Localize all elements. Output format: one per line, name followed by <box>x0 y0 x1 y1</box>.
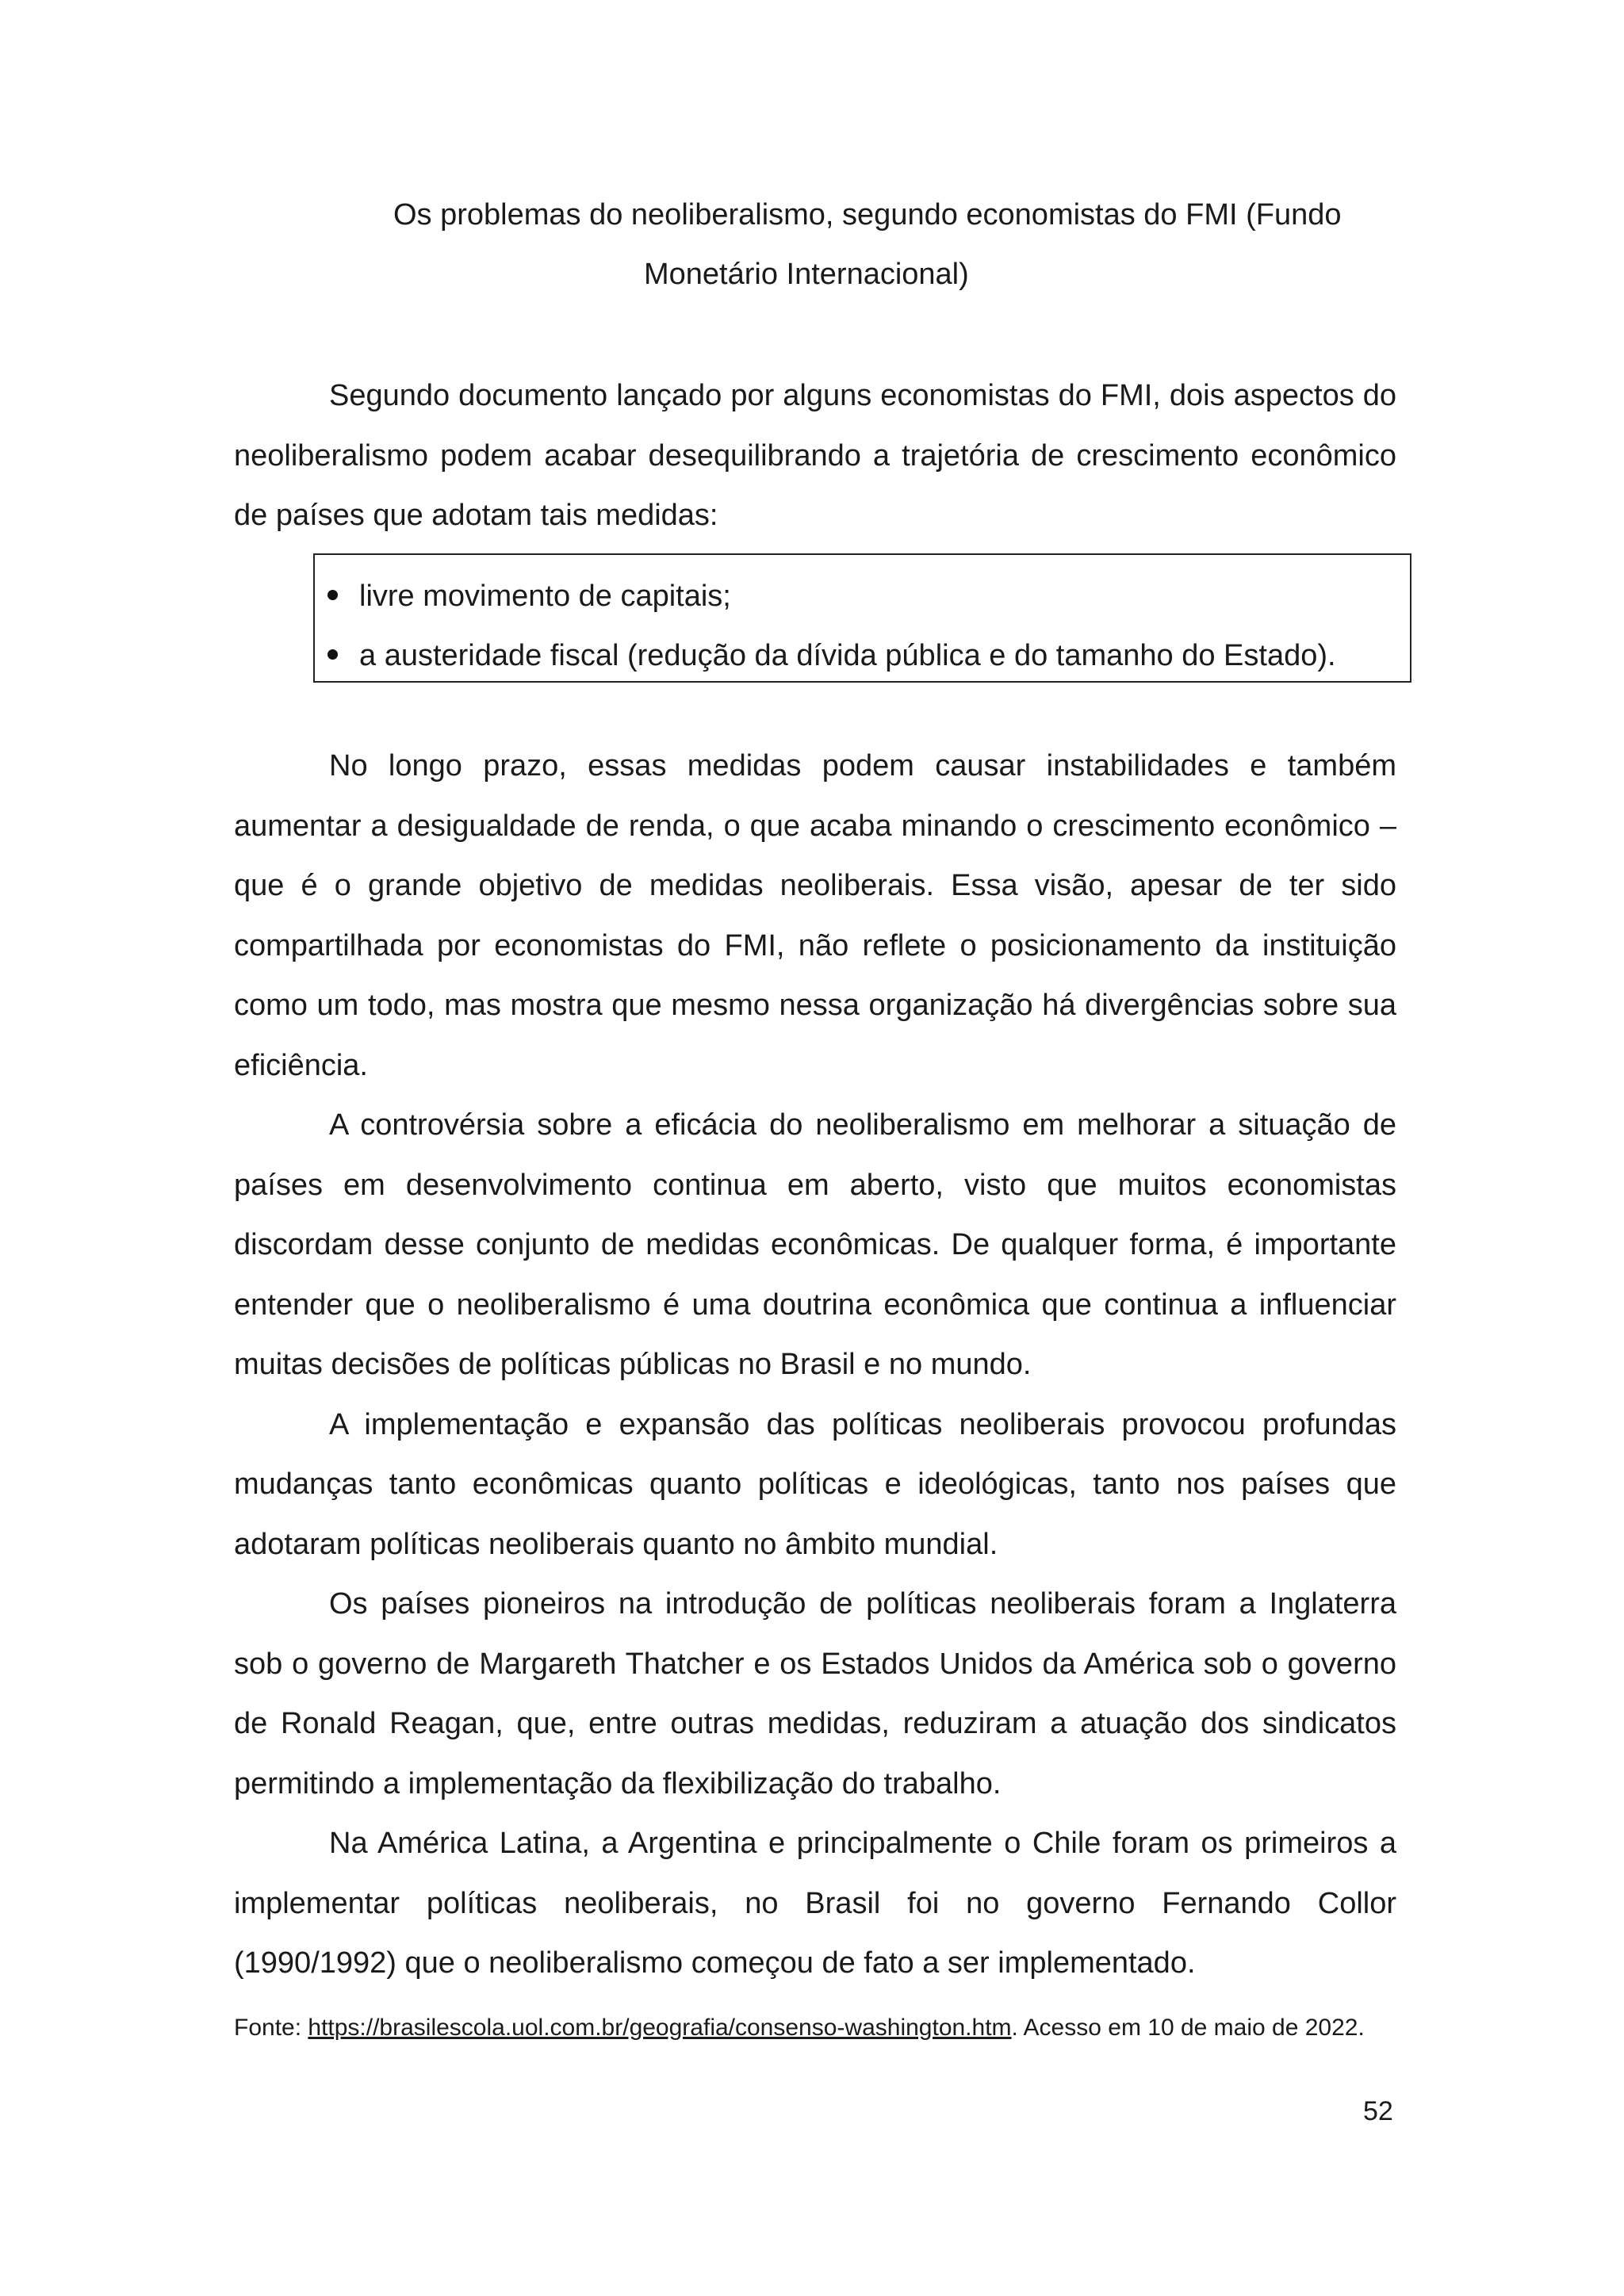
intro-text-block <box>234 366 1396 546</box>
body-paragraph: Na América Latina, a Argentina e principalmente o Chile foram os primeiros a implementar políticas neoliberais, no Brasil foi no governo Fernando Collor (1990/1992) que o neoliberalismo começou de fato a ser implementado. <box>234 1827 1396 1980</box>
source-prefix: Fonte: <box>234 2015 308 2041</box>
bullet-list-box <box>313 553 1411 683</box>
source-link[interactable]: https://brasilescola.uol.com.br/geografia/consenso-washington.htm <box>308 2015 1012 2041</box>
source-suffix: . Acesso em 10 de maio de 2022. <box>1011 2015 1365 2041</box>
body-paragraph: No longo prazo, essas medidas podem causar instabilidades e também aumentar a desigualdade de renda, o que acaba minando o crescimento econômico – que é o grande objetivo de medidas neoliberais. Essa visão, apesar de ter sido compartilhada por economistas do FMI, não reflete o posicionamento da instituição como um todo, mas mostra que mesmo nessa organização há divergências sobre sua eficiência. <box>234 749 1396 1082</box>
body-paragraph: Os países pioneiros na introdução de políticas neoliberais foram a Inglaterra sob o governo de Margareth Thatcher e os Estados Unidos da América sob o governo de Ronald Reagan, que, entre outras medidas, reduziram a atuação dos sindicatos permitindo a implementação da flexibilização do trabalho. <box>234 1587 1396 1800</box>
main-text-block <box>234 737 1396 1994</box>
bullet-item <box>327 581 731 611</box>
section-title-line-1: Os problemas do neoliberalismo, segundo economistas do FMI (Fundo <box>393 198 1342 232</box>
source-citation <box>234 2012 1396 2044</box>
body-paragraph: A controvérsia sobre a eficácia do neoliberalismo em melhorar a situação de países em desenvolvimento continua em aberto, visto que muitos economistas discordam desse conjunto de medidas econômicas. De qualquer forma, é importante entender que o neoliberalismo é uma doutrina econômica que continua a influenciar muitas decisões de políticas públicas no Brasil e no mundo. <box>234 1108 1396 1381</box>
section-title-line-2: Monetário Internacional) <box>644 258 969 291</box>
intro-paragraph: Segundo documento lançado por alguns economistas do FMI, dois aspectos do neoliberalismo podem acabar desequilibrando a trajetória de crescimento econômico de países que adotam tais medidas: <box>234 379 1396 532</box>
body-paragraph: A implementação e expansão das políticas neoliberais provocou profundas mudanças tanto econômicas quanto políticas e ideológicas, tanto nos países que adotaram políticas neoliberais quanto no âmbito mundial. <box>234 1407 1396 1561</box>
bullet-icon <box>327 590 338 600</box>
bullet-text: livre movimento de capitais; <box>359 580 731 613</box>
bullet-item <box>327 641 1336 671</box>
bullet-text: a austeridade fiscal (redução da dívida pública e do tamanho do Estado). <box>359 639 1336 672</box>
bullet-icon <box>327 649 338 660</box>
page-number: 52 <box>1363 2096 1393 2126</box>
